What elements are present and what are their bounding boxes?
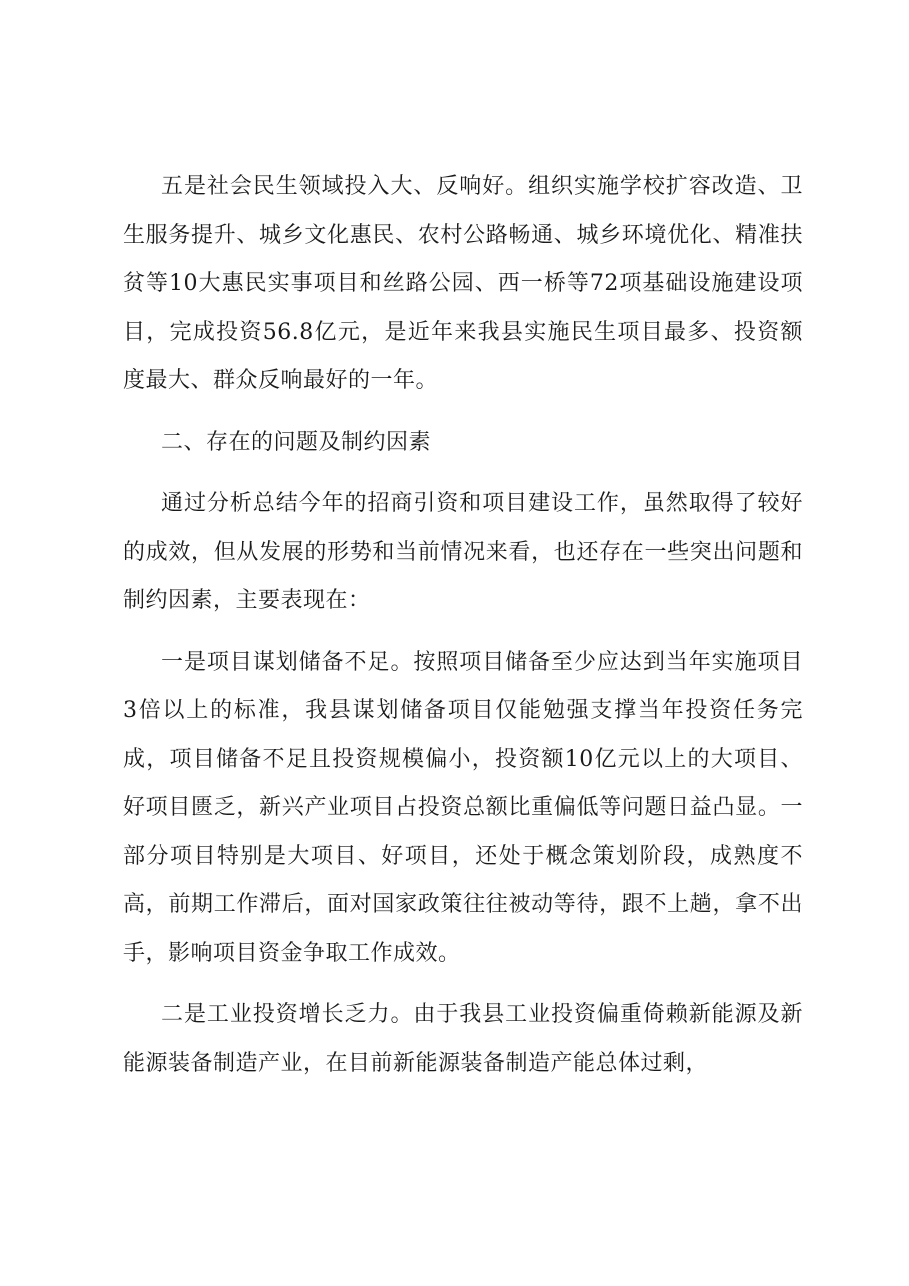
- paragraph-project-reserve: 一是项目谋划储备不足。按照项目储备至少应达到当年实施项目3倍以上的标准，我县谋划储备项目仅能勉强支撑当年投资任务完成，项目储备不足且投资规模偏小，投资额10亿元以上的大项目、好项目匮乏，新兴产业项目占投资总额比重偏低等问题日益凸显。一部分项目特别是大项目、好项目，还处于概念策划阶段，成熟度不高，前期工作滞后，面对国家政策往往被动等待，跟不上趟，拿不出手，影响项目资金争取工作成效。: [123, 649, 803, 966]
- paragraph-spacer: [123, 406, 803, 419]
- paragraph-spacer: [123, 978, 803, 991]
- paragraph-livelihood-investment: 五是社会民生领域投入大、反响好。组织实施学校扩容改造、卫生服务提升、城乡文化惠民、农村公路畅通、城乡环境优化、精准扶贫等10大惠民实事项目和丝路公园、西一桥等72项基础设施建设项目，完成投资56.8亿元，是近年来我县实施民生项目最多、投资额度最大、群众反响最好的一年。: [123, 174, 803, 393]
- section-heading-problems: 二、存在的问题及制约因素: [161, 429, 432, 455]
- paragraph-spacer: [123, 467, 803, 480]
- paragraph-problems-intro: 通过分析总结今年的招商引资和项目建设工作，虽然取得了较好的成效，但从发展的形势和当前情况来看，也还存在一些突出问题和制约因素，主要表现在：: [123, 491, 803, 613]
- document-body: [123, 163, 803, 1088]
- paragraph-industrial-investment: 二是工业投资增长乏力。由于我县工业投资偏重倚赖新能源及新能源装备制造产业，在目前新能源装备制造产能总体过剩，: [123, 1002, 803, 1076]
- paragraph-spacer: [123, 626, 803, 639]
